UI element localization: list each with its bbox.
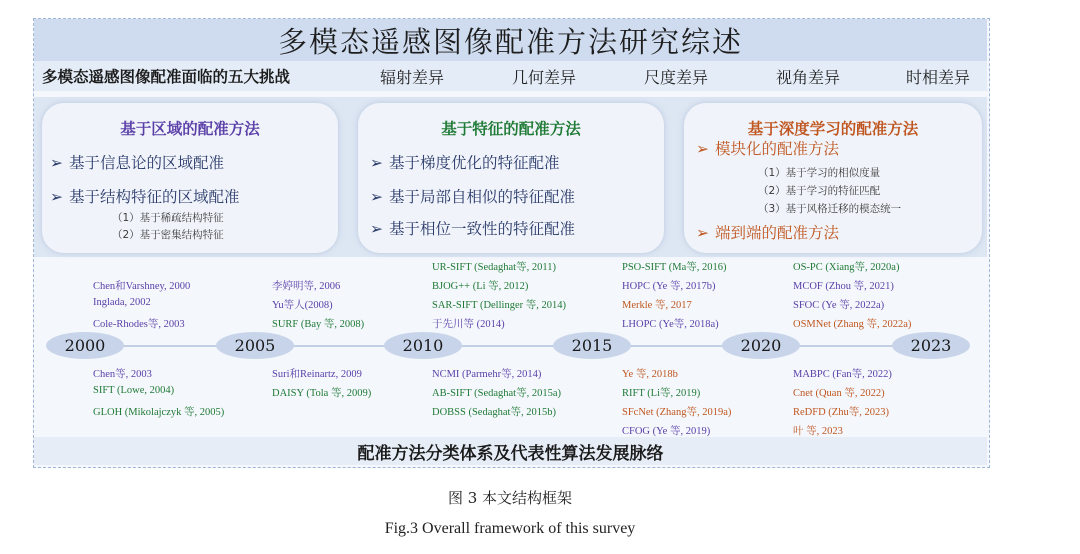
area-subitem-2: （2）基于密集结构特征 [112,229,224,241]
algo-label: Chen等, 2003 [93,369,152,380]
feature-based-title: 基于特征的配准方法 [441,120,581,138]
deep-item-2-label: 端到端的配准方法 [715,224,840,242]
algo-label: Cnet (Quan 等, 2022) [793,388,885,399]
year-node-2015: 2015 [553,332,631,359]
algo-label: OSMNet (Zhang 等, 2022a) [793,319,912,330]
feature-item-2-label: 基于局部自相似的特征配准 [389,188,576,206]
timeline-axis [48,345,968,347]
algo-label: OS-PC (Xiang等, 2020a) [793,262,900,273]
challenge-radiometric: 辐射差异 [380,68,445,87]
area-based-box [42,103,338,253]
challenge-viewpoint: 视角差异 [776,68,841,87]
feature-item-3: ➢ 基于相位一致性的特征配准 [370,220,576,238]
algo-label: Ye 等, 2018b [622,369,678,380]
challenges-label: 多模态遥感图像配准面临的五大挑战 [42,68,291,86]
algo-label: SAR-SIFT (Dellinger 等, 2014) [432,300,566,311]
algo-label: SIFT (Lowe, 2004) [93,385,175,396]
algo-label: UR-SIFT (Sedaghat等, 2011) [432,262,556,273]
area-based-title: 基于区域的配准方法 [120,120,260,138]
deep-learning-title: 基于深度学习的配准方法 [747,120,919,138]
area-item-1-label: 基于信息论的区域配准 [69,154,225,172]
area-item-1: ➢ 基于信息论的区域配准 [50,154,225,172]
year-node-2020: 2020 [722,332,800,359]
deep-subitem-2: （2）基于学习的特征匹配 [758,185,881,197]
area-item-2: ➢ 基于结构特征的区域配准 [50,188,240,206]
algo-label: PSO-SIFT (Ma等, 2016) [622,262,727,273]
algo-label: 于先川等 (2014) [432,319,505,330]
algo-label: HOPC (Ye 等, 2017b) [622,281,716,292]
challenge-geometric: 几何差异 [512,68,577,87]
feature-item-1: ➢ 基于梯度优化的特征配准 [370,154,560,172]
feature-item-3-label: 基于相位一致性的特征配准 [389,220,576,238]
algo-label: MCOF (Zhou 等, 2021) [793,281,894,292]
algo-label: NCMI (Parmehr等, 2014) [432,369,542,380]
algo-label: SFcNet (Zhang等, 2019a) [622,407,732,418]
algo-label: RIFT (Li等, 2019) [622,388,701,399]
algo-label: ReDFD (Zhu等, 2023) [793,407,889,418]
bottom-label-bar [34,437,987,465]
area-item-2-label: 基于结构特征的区域配准 [69,188,240,206]
feature-item-2: ➢ 基于局部自相似的特征配准 [370,188,576,206]
algo-label: DOBSS (Sedaghat等, 2015b) [432,407,556,418]
challenge-scale: 尺度差异 [644,68,709,87]
deep-subitem-1: （1）基于学习的相似度量 [758,167,881,179]
algo-label: Inglada, 2002 [93,297,151,308]
deep-item-1: ➢ 模块化的配准方法 [696,140,840,158]
algo-label: Chen和Varshney, 2000 [93,281,191,292]
algo-label: Merkle 等, 2017 [622,300,692,311]
deep-item-2: ➢ 端到端的配准方法 [696,224,840,242]
challenge-temporal: 时相差异 [906,68,971,87]
algo-label: Yu等人(2008) [272,300,333,311]
algo-label: 叶 等, 2023 [793,426,843,437]
algo-label: Suri和Reinartz, 2009 [272,369,362,380]
algo-label: GLOH (Mikolajczyk 等, 2005) [93,407,225,418]
algo-label: 李婷明等, 2006 [272,281,341,292]
diagram-title-bar [34,19,987,61]
algo-label: CFOG (Ye 等, 2019) [622,426,711,437]
diagram-title: 多模态遥感图像配准方法研究综述 [277,24,743,59]
feature-based-box [358,103,664,253]
figure-caption-en: Fig.3 Overall framework of this survey [384,520,636,537]
challenges-bar [34,61,987,91]
algo-label: MABPC (Fan等, 2022) [793,369,892,380]
year-node-2005: 2005 [216,332,294,359]
deep-learning-box [684,103,982,253]
algo-label: SURF (Bay 等, 2008) [272,319,365,330]
algo-label: AB-SIFT (Sedaghat等, 2015a) [432,388,561,399]
deep-subitem-3: （3）基于风格迁移的模态统一 [758,203,902,215]
algo-label: BJOG++ (Li 等, 2012) [432,281,529,292]
algo-label: DAISY (Tola 等, 2009) [272,388,372,399]
year-node-2000: 2000 [46,332,124,359]
area-subitem-1: （1）基于稀疏结构特征 [112,212,224,224]
figure-caption-cn: 图 3 本文结构框架 [447,489,573,507]
bottom-label: 配准方法分类体系及代表性算法发展脉络 [357,443,664,464]
algo-label: SFOC (Ye 等, 2022a) [793,300,885,311]
feature-item-1-label: 基于梯度优化的特征配准 [389,154,560,172]
algo-label: LHOPC (Ye等, 2018a) [622,319,719,330]
year-node-2023: 2023 [892,332,970,359]
deep-item-1-label: 模块化的配准方法 [715,140,840,158]
algo-label: Cole-Rhodes等, 2003 [93,319,185,330]
year-node-2010: 2010 [384,332,462,359]
